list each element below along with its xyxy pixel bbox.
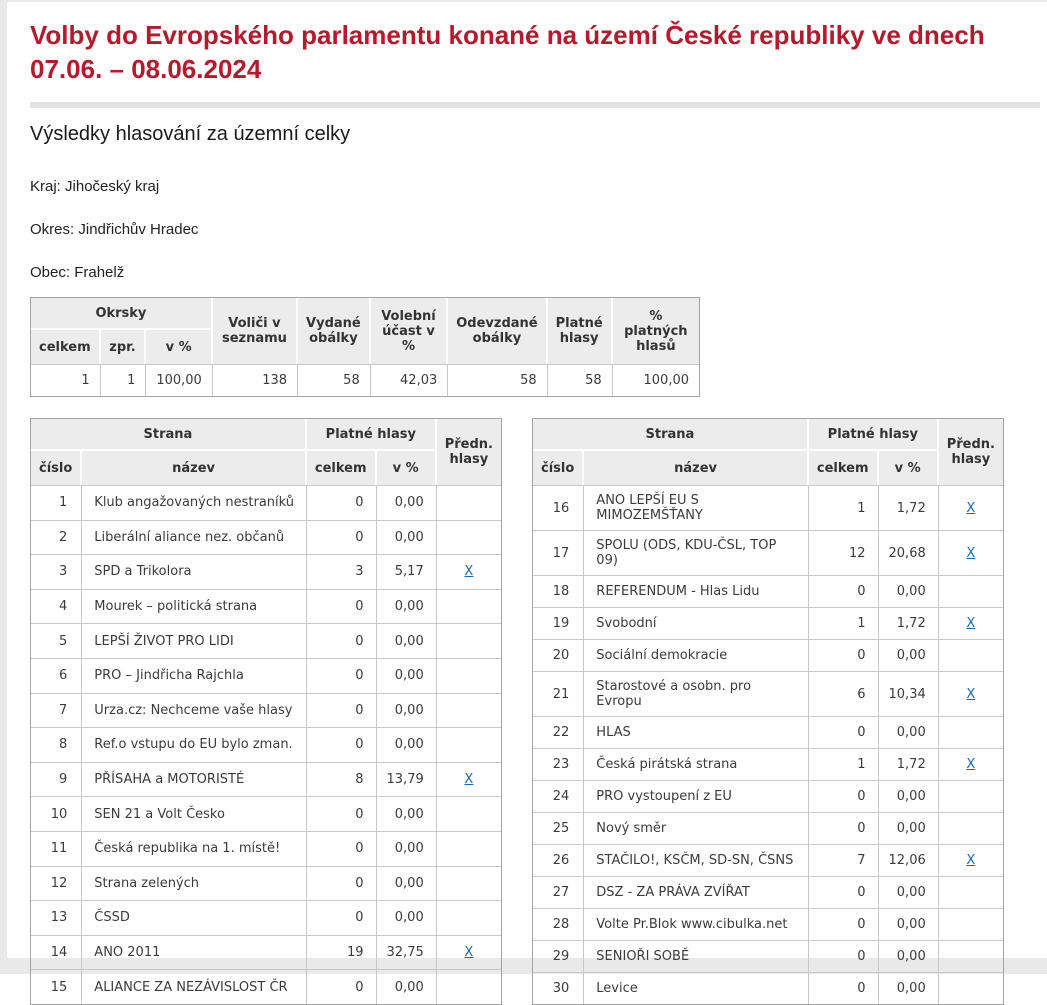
table-row bbox=[533, 908, 1003, 940]
pref-votes-cell bbox=[437, 900, 501, 935]
party-table-right bbox=[532, 418, 1004, 1005]
party-number-cell: 15 bbox=[31, 969, 82, 1004]
party-votes-cell: 0 bbox=[809, 972, 879, 1004]
party-name-cell: ČSSD bbox=[82, 900, 307, 935]
party-number-cell: 4 bbox=[31, 589, 82, 624]
pref-votes-cell bbox=[437, 935, 501, 970]
party-number-cell: 14 bbox=[31, 935, 82, 970]
pref-votes-cell bbox=[437, 554, 501, 589]
party-number-cell: 10 bbox=[31, 796, 82, 831]
table-row bbox=[533, 780, 1003, 812]
party-percent-cell: 0,00 bbox=[879, 876, 939, 908]
party-name-cell: ANO LEPŠÍ EU S MIMOZEMŠŤANY bbox=[584, 485, 809, 530]
municipality-value: Frahelž bbox=[74, 264, 125, 281]
party-number-cell: 18 bbox=[533, 575, 584, 607]
pref-votes-cell bbox=[939, 972, 1003, 1004]
pref-votes-cell bbox=[939, 485, 1003, 530]
table-row bbox=[31, 831, 501, 866]
party-votes-cell: 19 bbox=[307, 935, 377, 970]
region-line bbox=[30, 178, 1040, 196]
party-name-cell: Levice bbox=[584, 972, 809, 1004]
party-name-cell: Strana zelených bbox=[82, 866, 307, 901]
table-row bbox=[533, 812, 1003, 844]
party-number-cell: 23 bbox=[533, 748, 584, 780]
table-row bbox=[31, 762, 501, 797]
party-header-nazev: název bbox=[82, 451, 307, 485]
table-row bbox=[533, 972, 1003, 1004]
pref-votes-cell bbox=[939, 639, 1003, 671]
party-percent-cell: 0,00 bbox=[377, 831, 437, 866]
okrsky-pct-value: 100,00 bbox=[146, 364, 213, 396]
party-percent-cell: 12,06 bbox=[879, 844, 939, 876]
party-name-cell: Ref.o vstupu do EU bylo zman. bbox=[82, 727, 307, 762]
municipality-line bbox=[30, 264, 1040, 282]
party-name-cell: Starostové a osobn. pro Evropu bbox=[584, 671, 809, 716]
pref-votes-cell bbox=[939, 876, 1003, 908]
pref-votes-link[interactable]: X bbox=[464, 564, 474, 580]
party-name-cell: REFERENDUM - Hlas Lidu bbox=[584, 575, 809, 607]
party-votes-cell: 0 bbox=[307, 589, 377, 624]
region-value: Jihočeský kraj bbox=[65, 178, 160, 195]
party-number-cell: 7 bbox=[31, 693, 82, 728]
party-votes-cell: 0 bbox=[307, 796, 377, 831]
party-number-cell: 2 bbox=[31, 520, 82, 555]
summary-table bbox=[30, 297, 700, 397]
table-row bbox=[533, 844, 1003, 876]
party-percent-cell: 0,00 bbox=[879, 639, 939, 671]
party-number-cell: 11 bbox=[31, 831, 82, 866]
summary-header-volici: Voliči v seznamu bbox=[213, 298, 298, 364]
party-header-platne-hlasy: Platné hlasy bbox=[307, 419, 437, 451]
party-number-cell: 21 bbox=[533, 671, 584, 716]
party-name-cell: SEN 21 a Volt Česko bbox=[82, 796, 307, 831]
region-label: Kraj: bbox=[30, 178, 61, 195]
party-number-cell: 20 bbox=[533, 639, 584, 671]
table-row bbox=[31, 623, 501, 658]
party-header-strana: Strana bbox=[533, 419, 809, 451]
party-votes-cell: 0 bbox=[809, 716, 879, 748]
pref-votes-cell bbox=[939, 607, 1003, 639]
party-percent-cell: 0,00 bbox=[377, 589, 437, 624]
ucast-value: 42,03 bbox=[371, 364, 449, 396]
summary-header-vydane-obalky: Vydané obálky bbox=[298, 298, 371, 364]
party-percent-cell: 0,00 bbox=[879, 940, 939, 972]
table-row bbox=[31, 520, 501, 555]
party-votes-cell: 1 bbox=[809, 607, 879, 639]
party-percent-cell: 0,00 bbox=[879, 780, 939, 812]
pref-votes-link[interactable]: X bbox=[464, 945, 474, 961]
party-votes-cell: 0 bbox=[307, 866, 377, 901]
pref-votes-link[interactable]: X bbox=[966, 500, 976, 516]
party-number-cell: 17 bbox=[533, 530, 584, 575]
party-percent-cell: 0,00 bbox=[879, 812, 939, 844]
party-percent-cell: 1,72 bbox=[879, 748, 939, 780]
pref-votes-cell bbox=[437, 969, 501, 1004]
pref-votes-cell bbox=[437, 520, 501, 555]
party-name-cell: PŘÍSAHA a MOTORISTÉ bbox=[82, 762, 307, 797]
summary-header-odevzdane-obalky: Odevzdané obálky bbox=[448, 298, 547, 364]
table-row bbox=[533, 940, 1003, 972]
party-name-cell: SPD a Trikolora bbox=[82, 554, 307, 589]
party-header-predn-hlasy: Předn. hlasy bbox=[437, 419, 501, 485]
party-votes-cell: 0 bbox=[307, 900, 377, 935]
party-name-cell: Česká pirátská strana bbox=[584, 748, 809, 780]
summary-header-platne-hlasy: Platné hlasy bbox=[548, 298, 613, 364]
municipality-label: Obec: bbox=[30, 264, 71, 281]
party-name-cell: PRO – Jindřicha Rajchla bbox=[82, 658, 307, 693]
party-name-cell: HLAS bbox=[584, 716, 809, 748]
party-name-cell: Liberální aliance nez. občanů bbox=[82, 520, 307, 555]
pref-votes-cell bbox=[437, 658, 501, 693]
party-header-cislo: číslo bbox=[533, 451, 584, 485]
pref-votes-link[interactable]: X bbox=[966, 545, 976, 561]
party-header-v-pct: v % bbox=[377, 451, 437, 485]
pref-votes-cell bbox=[437, 831, 501, 866]
party-votes-cell: 0 bbox=[307, 485, 377, 520]
party-votes-cell: 0 bbox=[307, 623, 377, 658]
table-row bbox=[533, 671, 1003, 716]
pref-votes-cell bbox=[437, 623, 501, 658]
party-name-cell: DSZ - ZA PRÁVA ZVÍŘAT bbox=[584, 876, 809, 908]
district-value: Jindřichův Hradec bbox=[78, 221, 199, 238]
pref-votes-link[interactable]: X bbox=[464, 772, 474, 788]
party-percent-cell: 5,17 bbox=[377, 554, 437, 589]
pref-votes-cell bbox=[939, 812, 1003, 844]
pref-votes-link[interactable]: X bbox=[966, 616, 976, 631]
party-percent-cell: 0,00 bbox=[377, 623, 437, 658]
party-name-cell: Česká republika na 1. místě! bbox=[82, 831, 307, 866]
party-votes-cell: 0 bbox=[809, 940, 879, 972]
table-row bbox=[533, 607, 1003, 639]
party-percent-cell: 1,72 bbox=[879, 485, 939, 530]
party-percent-cell: 0,00 bbox=[377, 900, 437, 935]
party-name-cell: PRO vystoupení z EU bbox=[584, 780, 809, 812]
summary-header-okrsky: Okrsky bbox=[31, 298, 213, 330]
party-header-v-pct: v % bbox=[879, 451, 939, 485]
okrsky-celkem-value: 1 bbox=[31, 364, 101, 396]
party-name-cell: STAČILO!, KSČM, SD-SN, ČSNS bbox=[584, 844, 809, 876]
pref-votes-cell bbox=[437, 693, 501, 728]
party-name-cell: Urza.cz: Nechceme vaše hlasy bbox=[82, 693, 307, 728]
party-number-cell: 30 bbox=[533, 972, 584, 1004]
party-votes-cell: 0 bbox=[307, 831, 377, 866]
party-votes-cell: 0 bbox=[809, 639, 879, 671]
party-tables-container bbox=[30, 418, 1040, 1005]
pref-votes-cell bbox=[437, 727, 501, 762]
party-percent-cell: 13,79 bbox=[377, 762, 437, 797]
pct-platnych-value: 100,00 bbox=[613, 364, 699, 396]
party-header-predn-hlasy: Předn. hlasy bbox=[939, 419, 1003, 485]
party-percent-cell: 1,72 bbox=[879, 607, 939, 639]
party-votes-cell: 0 bbox=[809, 876, 879, 908]
table-row bbox=[31, 485, 501, 520]
party-name-cell: Mourek – politická strana bbox=[82, 589, 307, 624]
table-row bbox=[31, 796, 501, 831]
divider bbox=[30, 102, 1040, 108]
pref-votes-cell bbox=[939, 908, 1003, 940]
pref-votes-cell bbox=[939, 530, 1003, 575]
party-votes-cell: 0 bbox=[307, 693, 377, 728]
table-row bbox=[31, 554, 501, 589]
pref-votes-cell bbox=[939, 844, 1003, 876]
table-row bbox=[31, 866, 501, 901]
table-row bbox=[31, 969, 501, 1004]
district-line bbox=[30, 221, 1040, 239]
page-title bbox=[30, 18, 1015, 86]
party-votes-cell: 1 bbox=[809, 485, 879, 530]
party-header-celkem: celkem bbox=[809, 451, 879, 485]
party-percent-cell: 0,00 bbox=[377, 796, 437, 831]
table-row bbox=[533, 748, 1003, 780]
party-header-nazev: název bbox=[584, 451, 809, 485]
pref-votes-cell bbox=[437, 866, 501, 901]
page-title-line2: 07.06. – 08.06.2024 bbox=[30, 54, 262, 84]
volici-value: 138 bbox=[213, 364, 298, 396]
party-number-cell: 16 bbox=[533, 485, 584, 530]
table-row bbox=[31, 693, 501, 728]
summary-data-row bbox=[31, 364, 699, 396]
party-votes-cell: 8 bbox=[307, 762, 377, 797]
party-name-cell: Sociální demokracie bbox=[584, 639, 809, 671]
party-number-cell: 25 bbox=[533, 812, 584, 844]
pref-votes-cell bbox=[939, 716, 1003, 748]
party-name-cell: ALIANCE ZA NEZÁVISLOST ČR bbox=[82, 969, 307, 1004]
okrsky-zpr-value: 1 bbox=[101, 364, 147, 396]
party-number-cell: 22 bbox=[533, 716, 584, 748]
party-votes-cell: 0 bbox=[809, 575, 879, 607]
party-number-cell: 24 bbox=[533, 780, 584, 812]
table-row bbox=[31, 658, 501, 693]
section-title: Výsledky hlasování za územní celky bbox=[30, 123, 351, 145]
table-row bbox=[533, 639, 1003, 671]
party-header-celkem: celkem bbox=[307, 451, 377, 485]
pref-votes-link[interactable]: X bbox=[966, 686, 976, 702]
party-votes-cell: 0 bbox=[307, 969, 377, 1004]
party-number-cell: 27 bbox=[533, 876, 584, 908]
party-number-cell: 26 bbox=[533, 844, 584, 876]
summary-header-celkem: celkem bbox=[31, 330, 101, 364]
party-votes-cell: 0 bbox=[809, 812, 879, 844]
platne-hlasy-value: 58 bbox=[548, 364, 613, 396]
party-name-cell: SPOLU (ODS, KDU-ČSL, TOP 09) bbox=[584, 530, 809, 575]
summary-header-v-pct: v % bbox=[146, 330, 213, 364]
pref-votes-link[interactable]: X bbox=[966, 853, 976, 868]
party-name-cell: ANO 2011 bbox=[82, 935, 307, 970]
district-label: Okres: bbox=[30, 221, 75, 238]
party-name-cell: Nový směr bbox=[584, 812, 809, 844]
party-header-cislo: číslo bbox=[31, 451, 82, 485]
table-row bbox=[533, 876, 1003, 908]
party-number-cell: 28 bbox=[533, 908, 584, 940]
party-votes-cell: 3 bbox=[307, 554, 377, 589]
party-number-cell: 9 bbox=[31, 762, 82, 797]
party-percent-cell: 0,00 bbox=[377, 969, 437, 1004]
party-percent-cell: 0,00 bbox=[879, 575, 939, 607]
party-number-cell: 13 bbox=[31, 900, 82, 935]
pref-votes-cell bbox=[437, 485, 501, 520]
party-votes-cell: 6 bbox=[809, 671, 879, 716]
pref-votes-cell bbox=[939, 671, 1003, 716]
table-row bbox=[533, 485, 1003, 530]
vydane-obalky-value: 58 bbox=[298, 364, 371, 396]
party-votes-cell: 0 bbox=[307, 658, 377, 693]
party-number-cell: 29 bbox=[533, 940, 584, 972]
pref-votes-cell bbox=[939, 940, 1003, 972]
odevzdane-obalky-value: 58 bbox=[448, 364, 547, 396]
pref-votes-cell bbox=[437, 762, 501, 797]
pref-votes-cell bbox=[437, 589, 501, 624]
party-number-cell: 8 bbox=[31, 727, 82, 762]
party-percent-cell: 0,00 bbox=[879, 972, 939, 1004]
table-row bbox=[533, 530, 1003, 575]
pref-votes-link[interactable]: X bbox=[966, 757, 976, 772]
party-table-left bbox=[30, 418, 502, 1005]
party-number-cell: 5 bbox=[31, 623, 82, 658]
party-number-cell: 12 bbox=[31, 866, 82, 901]
party-percent-cell: 0,00 bbox=[377, 485, 437, 520]
table-row bbox=[31, 935, 501, 970]
pref-votes-cell bbox=[939, 748, 1003, 780]
party-name-cell: LEPŠÍ ŽIVOT PRO LIDI bbox=[82, 623, 307, 658]
party-header-platne-hlasy: Platné hlasy bbox=[809, 419, 939, 451]
party-votes-cell: 1 bbox=[809, 748, 879, 780]
party-name-cell: SENIOŘI SOBĚ bbox=[584, 940, 809, 972]
pref-votes-cell bbox=[437, 796, 501, 831]
party-number-cell: 19 bbox=[533, 607, 584, 639]
party-name-cell: Svobodní bbox=[584, 607, 809, 639]
party-number-cell: 1 bbox=[31, 485, 82, 520]
summary-header-ucast: Volební účast v % bbox=[371, 298, 449, 364]
party-header-strana: Strana bbox=[31, 419, 307, 451]
party-votes-cell: 0 bbox=[809, 908, 879, 940]
party-votes-cell: 12 bbox=[809, 530, 879, 575]
party-percent-cell: 0,00 bbox=[377, 658, 437, 693]
party-votes-cell: 0 bbox=[307, 727, 377, 762]
party-percent-cell: 0,00 bbox=[377, 520, 437, 555]
table-row bbox=[31, 727, 501, 762]
party-number-cell: 6 bbox=[31, 658, 82, 693]
party-percent-cell: 0,00 bbox=[377, 693, 437, 728]
party-percent-cell: 0,00 bbox=[879, 908, 939, 940]
party-name-cell: Klub angažovaných nestraníků bbox=[82, 485, 307, 520]
party-percent-cell: 32,75 bbox=[377, 935, 437, 970]
pref-votes-cell bbox=[939, 575, 1003, 607]
party-percent-cell: 20,68 bbox=[879, 530, 939, 575]
content-area bbox=[7, 2, 1047, 996]
party-votes-cell: 0 bbox=[809, 780, 879, 812]
party-number-cell: 3 bbox=[31, 554, 82, 589]
page-title-line1: Volby do Evropského parlamentu konané na území České republiky ve dnech bbox=[30, 20, 985, 50]
party-percent-cell: 0,00 bbox=[377, 866, 437, 901]
party-name-cell: Volte Pr.Blok www.cibulka.net bbox=[584, 908, 809, 940]
party-percent-cell: 10,34 bbox=[879, 671, 939, 716]
party-votes-cell: 0 bbox=[307, 520, 377, 555]
table-row bbox=[31, 900, 501, 935]
summary-header-zpr: zpr. bbox=[101, 330, 147, 364]
party-votes-cell: 7 bbox=[809, 844, 879, 876]
table-row bbox=[533, 716, 1003, 748]
table-row bbox=[31, 589, 501, 624]
party-percent-cell: 0,00 bbox=[879, 716, 939, 748]
table-row bbox=[533, 575, 1003, 607]
pref-votes-cell bbox=[939, 780, 1003, 812]
party-percent-cell: 0,00 bbox=[377, 727, 437, 762]
summary-header-pct-platnych: % platných hlasů bbox=[613, 298, 699, 364]
